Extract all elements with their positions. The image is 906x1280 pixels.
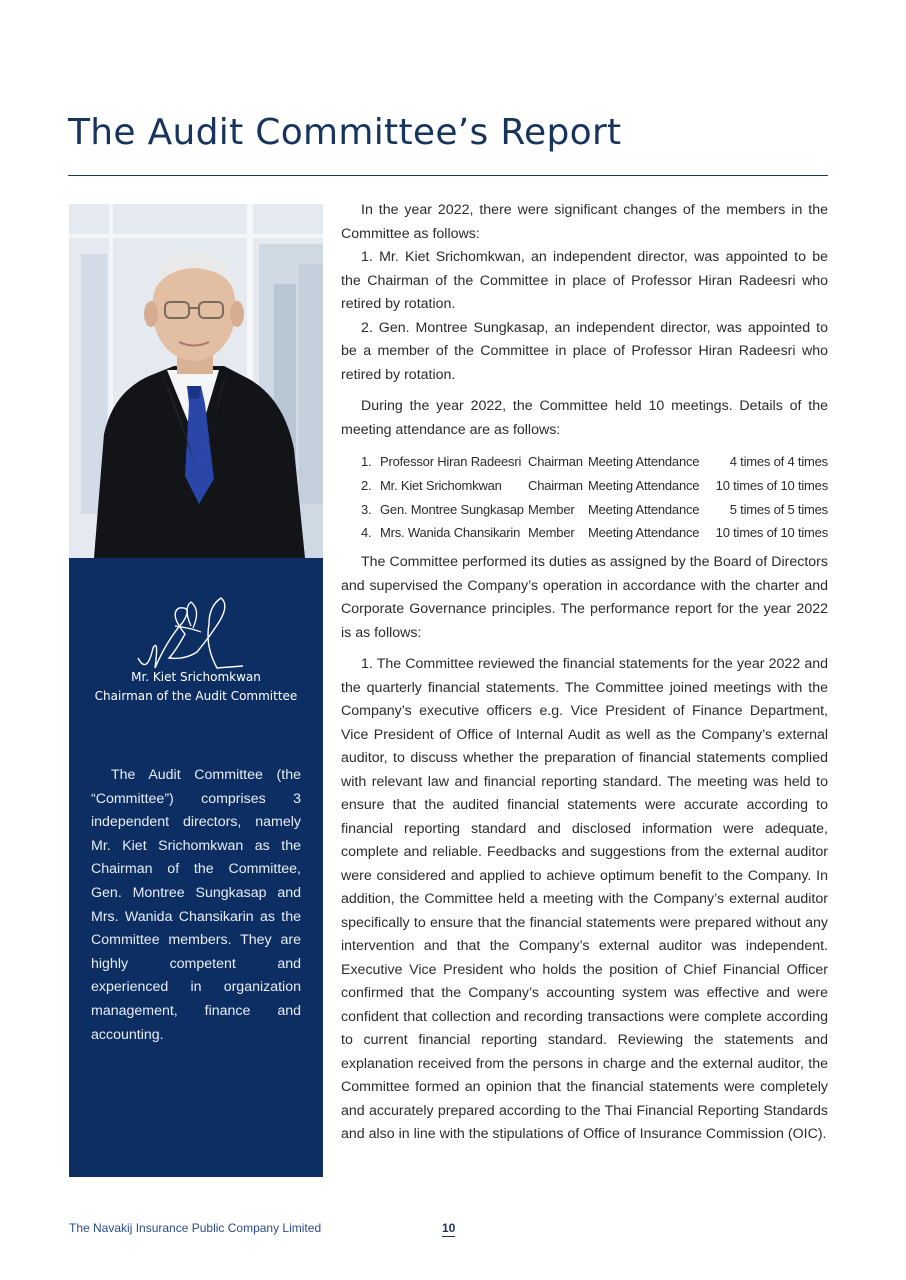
attendance-count: 10 times of 10 times <box>715 525 828 541</box>
member-role: Member <box>528 501 575 517</box>
attendance-count: 10 times of 10 times <box>715 477 828 493</box>
member-name: Mrs. Wanida Chansikarin <box>380 525 521 541</box>
member-name: Mr. Kiet Srichomkwan <box>380 477 502 493</box>
member-name: Gen. Montree Sungkasap <box>380 501 524 517</box>
chairman-photo <box>69 204 323 558</box>
member-role: Member <box>528 525 575 541</box>
attendance-list <box>341 450 828 545</box>
row-number: 2. <box>361 477 372 493</box>
attendance-label: Meeting Attendance <box>588 525 700 541</box>
attendance-count: 4 times of 4 times <box>729 454 828 469</box>
meetings-intro: During the year 2022, the Committee held 10 meetings. Details of the meeting attendance are as follows: <box>341 398 828 438</box>
duties-intro: The Committee performed its duties as assigned by the Board of Directors and supervised the Company’s operation in accordance with the charter and Corporate Governance principles. The performance report for the year 2022 is as follows: <box>341 554 828 641</box>
change-item-1: 1. Mr. Kiet Srichomkwan, an independent director, was appointed to be the Chairman of the Committee in place of Professor Hiran Radeesri who retired by rotation. <box>341 249 828 312</box>
member-name: Professor Hiran Radeesri <box>380 454 522 469</box>
member-role: Chairman <box>528 477 583 493</box>
attendance-row <box>341 521 828 545</box>
title-divider <box>68 175 828 176</box>
attendance-row <box>341 474 828 498</box>
attendance-row <box>341 450 828 474</box>
row-number: 1. <box>361 454 372 469</box>
report-body <box>341 199 828 1147</box>
chairman-sidebar <box>69 558 323 1177</box>
attendance-label: Meeting Attendance <box>588 454 700 469</box>
signatory-role: Chairman of the Audit Committee <box>94 689 298 703</box>
attendance-row <box>341 498 828 522</box>
member-role: Chairman <box>528 454 583 469</box>
row-number: 3. <box>361 501 372 517</box>
change-item-2: 2. Gen. Montree Sungkasap, an independent director, was appointed to be a member of the Committee in place of Professor Hiran Radeesri who retired by rotation. <box>341 319 828 383</box>
page-number: 10 <box>442 1221 456 1235</box>
attendance-label: Meeting Attendance <box>588 501 700 517</box>
changes-intro: In the year 2022, there were significant changes of the members in the Committee as follows: <box>341 202 828 242</box>
page-title: The Audit Committee’s Report <box>68 112 622 153</box>
footer-company-name: The Navakij Insurance Public Company Limited <box>69 1221 322 1235</box>
attendance-count: 5 times of 5 times <box>729 501 828 517</box>
attendance-label: Meeting Attendance <box>588 477 700 493</box>
signatory-name: Mr. Kiet Srichomkwan <box>131 670 261 684</box>
committee-intro: The Audit Committee (the “Committee”) comprises 3 independent directors, namely Mr. Kiet Srichomkwan as the Chairman of the Committee, Gen. Montree Sungkasap and Mrs. Wanida Chansikarin as the Committee members. They are highly competent and experienced in organization management, finance and accounting. <box>91 767 301 1043</box>
row-number: 4. <box>361 525 372 541</box>
performance-item-1: 1. The Committee reviewed the financial statements for the year 2022 and the quarterly financial statements. The Committee joined meetings with the Company’s executive officers e.g. Vice President of Finance Department, Vice President of Office of Internal Audit as well as the Company’s external auditor, to discuss whether the preparation of financial statements complied with relevant law and financial reporting standard. The meeting was held to ensure that the audited financial statements were accurate according to financial reporting standard and disclosed information were adequate, complete and reliable. Feedbacks and suggestions from the external auditor were considered and applied to achieve optimum benefit to the Company. In addition, the Committee held a meeting with the Company’s external auditor specifically to ensure that the financial statements were prepared without any intervention and that the Company’s external auditor was independent. Executive Vice President who holds the position of Chief Financial Officer confirmed that the Company’s accounting system was effective and were confident that collection and recording transactions were complete according to current financial reporting standard. Reviewing the statements and explanation received from the persons in charge and the external auditor, the Committee formed an opinion that the financial statements were completely and accurately prepared according to the Thai Financial Reporting Standards and also in line with the stipulations of Office of Insurance Commission (OIC). <box>341 656 828 1143</box>
